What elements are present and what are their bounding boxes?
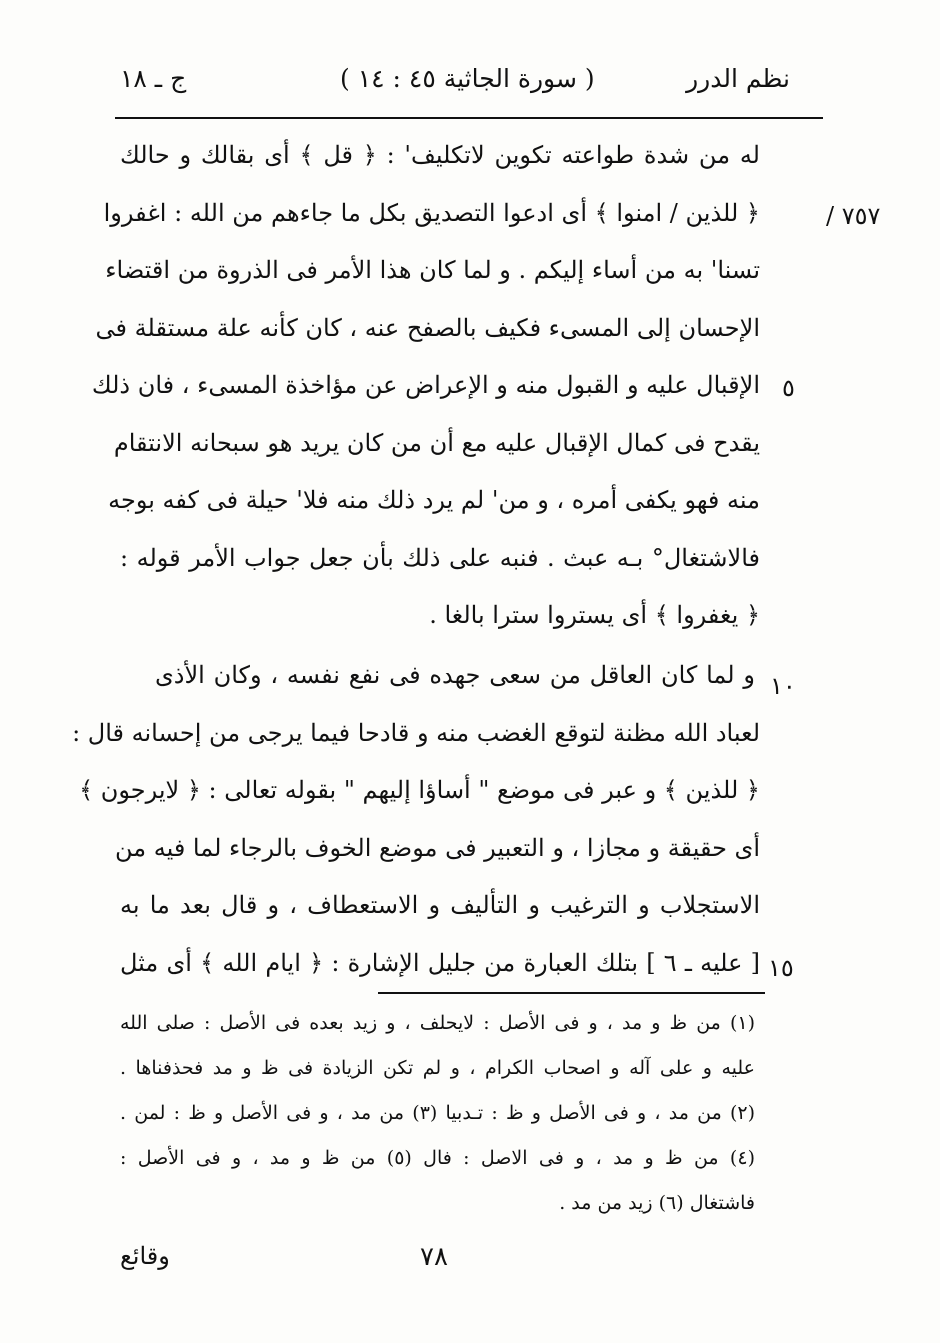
header-rule xyxy=(115,117,823,119)
body-line-indented: و لما كان العاقل من سعى جهده فى نفع نفسه ، وكان الأذى xyxy=(155,661,755,689)
volume-number: ج ـ ١٨ xyxy=(120,64,187,93)
footnote-line: (١) من ظ و مد ، و فى الأصل : لايحلف ، و زيد بعده فى الأصل : صلى الله xyxy=(120,1012,755,1034)
body-line: لعباد الله مظنة لتوقع الغضب منه و قادحا فيما يرجى من إحسانه قال : xyxy=(72,719,760,747)
body-line: ﴿ يغفروا ﴾ أى يستروا سترا بالغا . xyxy=(429,601,760,629)
body-line: تسنا' به من أساء إليكم . و لما كان هذا الأمر فى الذروة من اقتضاء xyxy=(105,256,760,284)
footnote-rule xyxy=(378,992,765,994)
body-line: الإقبال عليه و القبول منه و الإعراض عن مؤاخذة المسىء ، فان ذلك xyxy=(91,371,760,399)
running-title: نظم الدرر xyxy=(686,64,790,93)
body-line: ﴿ للذين / امنوا ﴾ أى ادعوا التصديق بكل ما جاءهم من الله : اغفروا xyxy=(103,199,760,227)
catchword: وقائع xyxy=(120,1242,170,1270)
line-number-10: ١٠ xyxy=(770,672,796,700)
surah-reference: ( سورة الجاثية ٤٥ : ١٤ ) xyxy=(340,64,595,93)
margin-reference: ٧٥٧ / xyxy=(826,202,881,230)
body-line: الإحسان إلى المسىء فكيف بالصفح عنه ، كان كأنه علة مستقلة فى xyxy=(95,314,760,342)
footnote-line: فاشتغال (٦) زيد من مد . xyxy=(559,1192,755,1214)
body-line: أى حقيقة و مجازا ، و التعبير فى موضع الخوف بالرجاء لما فيه من xyxy=(114,834,760,862)
line-number-5: ٥ xyxy=(782,374,795,402)
body-line: فالاشتغال° بـه عبث . فنبه على ذلك بأن جعل جواب الأمر قوله : xyxy=(120,544,760,572)
body-line: له من شدة طواعته تكوين لاتكليف' : ﴿ قل ﴾ أى بقالك و حالك xyxy=(120,141,760,169)
body-line: [ عليه ـ ٦ ] بتلك العبارة من جليل الإشارة : ﴿ ايام الله ﴾ أى مثل xyxy=(120,949,761,977)
footnote-line: (٢) من مد ، و فى الأصل و ظ : تـدبيا (٣) من مد ، و فى الأصل و ظ : لمن . xyxy=(120,1102,755,1124)
body-line: ﴿ للذين ﴾ و عبر فى موضع " أساؤا إليهم " بقوله تعالى : ﴿ لايرجون ﴾ xyxy=(79,776,760,804)
body-line: يقدح فى كمال الإقبال عليه مع أن من كان يريد هو سبحانه الانتقام xyxy=(113,429,760,457)
footnote-line: (٤) من ظ و مد ، و فى الاصل : فال (٥) من ظ و مد ، و فى الأصل : xyxy=(120,1147,755,1169)
line-number-15: ١٥ xyxy=(768,954,794,982)
body-line: الاستجلاب و الترغيب و التأليف و الاستعطاف ، و قال بعد ما به xyxy=(120,891,760,919)
page-number: ٧٨ xyxy=(420,1242,448,1272)
footnote-line: عليه و على آله و اصحاب الكرام ، و لم تكن الزيادة فى ظ و مد فحذفناها . xyxy=(120,1057,755,1079)
body-line: منه فهو يكفى أمره ، و من' لم يرد ذلك منه فلا' حيلة فى كفه بوجه xyxy=(108,486,760,514)
